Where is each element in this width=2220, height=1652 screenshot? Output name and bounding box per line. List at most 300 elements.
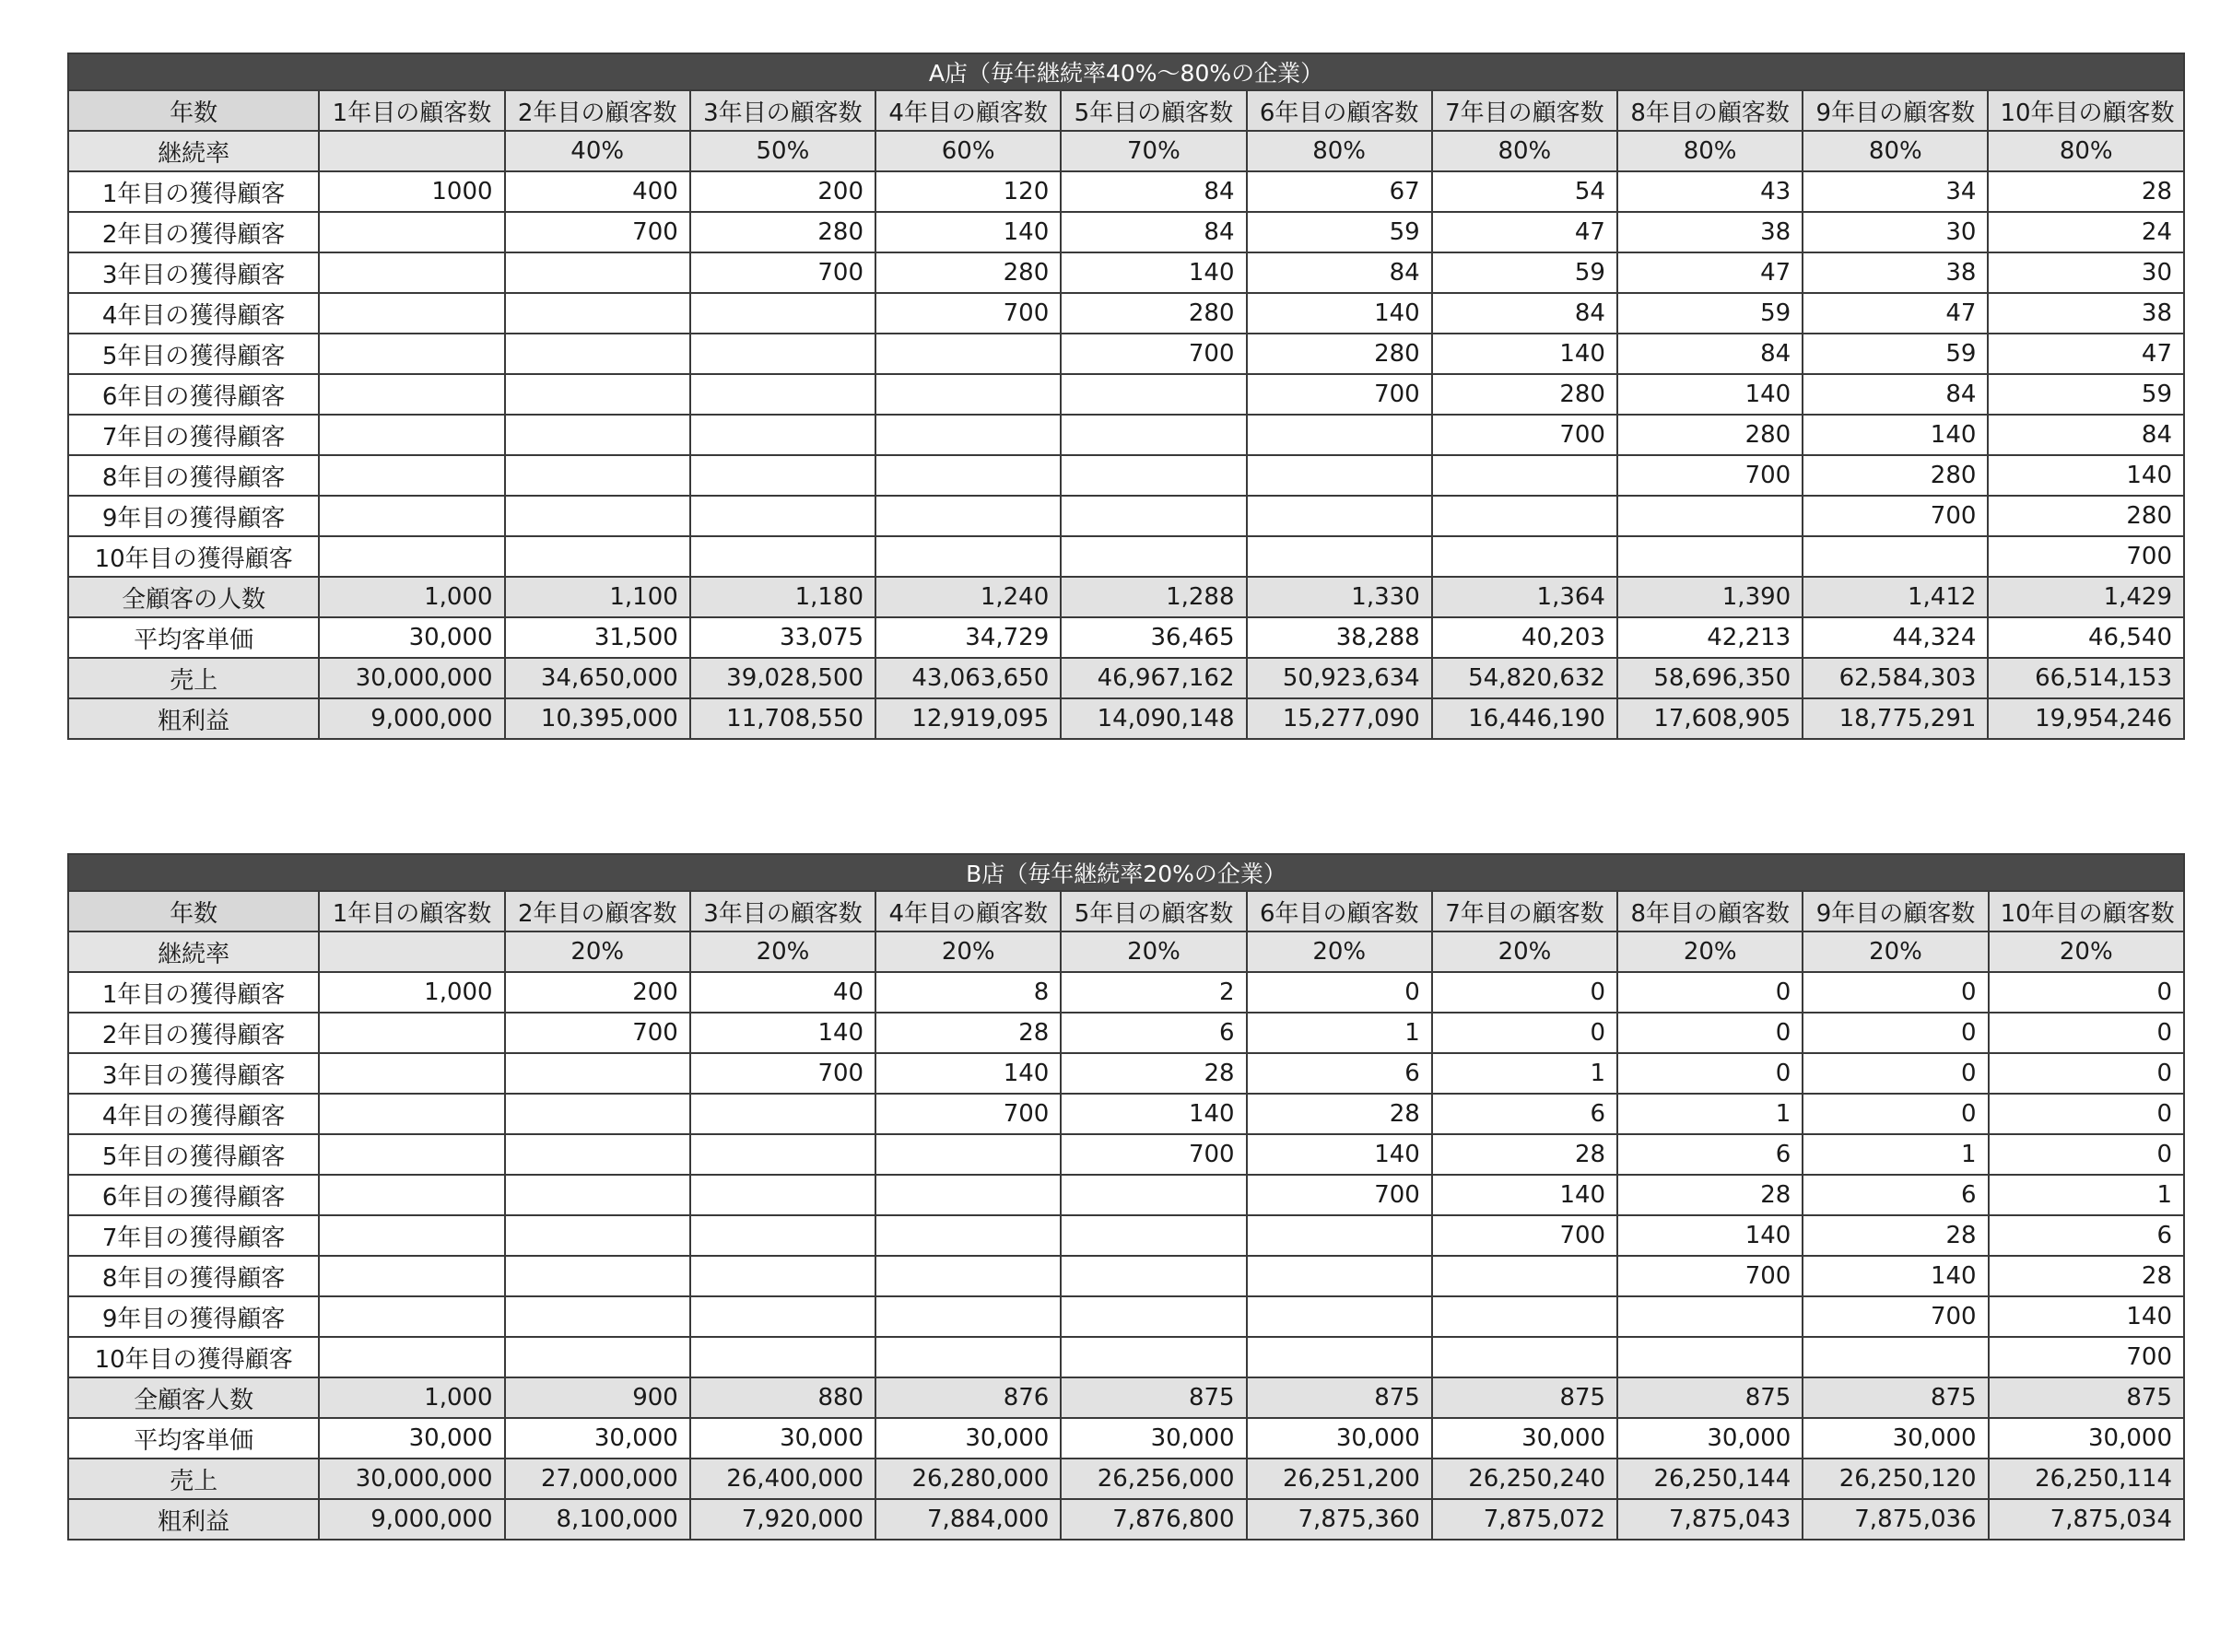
table-cell <box>875 1296 1061 1337</box>
table-cell <box>505 1256 690 1296</box>
table-cell <box>875 496 1061 536</box>
table-cell: 28 <box>1617 1175 1803 1215</box>
summary-cell: 1,000 <box>319 577 504 617</box>
summary-cell: 1,412 <box>1803 577 1988 617</box>
table-cell: 140 <box>1061 252 1246 293</box>
table-cell: 84 <box>1803 374 1988 415</box>
table-cell: 700 <box>1432 415 1617 455</box>
table-row <box>68 293 2184 334</box>
table-cell: 700 <box>1061 1134 1246 1175</box>
table-cell <box>505 455 690 496</box>
table-cell <box>875 1256 1061 1296</box>
table-cell: 47 <box>1803 293 1988 334</box>
row-label: 5年目の獲得顧客 <box>68 1134 319 1175</box>
table-row <box>68 1175 2184 1215</box>
table-cell: 140 <box>1989 1296 2184 1337</box>
table-cell: 140 <box>1617 374 1803 415</box>
table-cell: 38 <box>1803 252 1988 293</box>
table-row <box>68 252 2184 293</box>
year-label: 年数 <box>68 891 319 931</box>
table-cell <box>690 536 875 577</box>
summary-cell: 30,000 <box>1432 1418 1617 1459</box>
table-cell <box>505 1053 690 1094</box>
summary-cell: 875 <box>1247 1377 1432 1418</box>
row-label: 1年目の獲得顧客 <box>68 171 319 212</box>
row-label: 売上 <box>68 658 319 698</box>
summary-cell: 1,330 <box>1247 577 1432 617</box>
column-header: 1年目の顧客数 <box>319 90 504 131</box>
table-cell: 0 <box>1247 972 1432 1013</box>
summary-cell: 62,584,303 <box>1803 658 1988 698</box>
table-row <box>68 1134 2184 1175</box>
rate-cell: 20% <box>1617 931 1803 972</box>
summary-cell: 875 <box>1061 1377 1246 1418</box>
table-cell: 140 <box>1432 334 1617 374</box>
summary-cell: 7,875,043 <box>1617 1499 1803 1540</box>
table-cell <box>505 252 690 293</box>
summary-cell: 16,446,190 <box>1432 698 1617 739</box>
row-label: 10年目の獲得顧客 <box>68 536 319 577</box>
table-row <box>68 171 2184 212</box>
table-cell: 140 <box>1803 415 1988 455</box>
summary-cell: 38,288 <box>1247 617 1432 658</box>
summary-cell: 900 <box>505 1377 690 1418</box>
table-cell: 30 <box>1988 252 2184 293</box>
table-cell <box>319 252 504 293</box>
table-cell: 0 <box>1432 1013 1617 1053</box>
summary-cell: 26,250,120 <box>1803 1459 1988 1499</box>
column-header: 3年目の顧客数 <box>690 90 875 131</box>
row-label: 8年目の獲得顧客 <box>68 455 319 496</box>
column-header: 10年目の顧客数 <box>1989 891 2184 931</box>
table-cell <box>1061 1256 1246 1296</box>
table-cell <box>505 1337 690 1377</box>
table-cell <box>1432 536 1617 577</box>
column-header: 3年目の顧客数 <box>690 891 875 931</box>
table-cell <box>690 293 875 334</box>
table-cell: 700 <box>505 212 690 252</box>
summary-row <box>68 658 2184 698</box>
table-row <box>68 1013 2184 1053</box>
summary-cell: 30,000 <box>1989 1418 2184 1459</box>
table-cell <box>505 1296 690 1337</box>
table-cell <box>505 374 690 415</box>
table-cell <box>505 415 690 455</box>
table-cell: 140 <box>1061 1094 1246 1134</box>
rate-cell: 20% <box>1247 931 1432 972</box>
table-cell: 6 <box>1247 1053 1432 1094</box>
table-cell: 280 <box>1988 496 2184 536</box>
summary-cell: 30,000 <box>875 1418 1061 1459</box>
table-cell: 1 <box>1989 1175 2184 1215</box>
table-cell: 0 <box>1617 1013 1803 1053</box>
table-cell <box>690 1134 875 1175</box>
table-cell <box>690 1094 875 1134</box>
table-cell: 38 <box>1617 212 1803 252</box>
column-header: 6年目の顧客数 <box>1247 891 1432 931</box>
row-label: 3年目の獲得顧客 <box>68 1053 319 1094</box>
table-cell <box>1061 1175 1246 1215</box>
column-header: 1年目の顧客数 <box>319 891 504 931</box>
table-cell: 280 <box>1247 334 1432 374</box>
table-cell: 0 <box>1989 972 2184 1013</box>
table-row <box>68 1256 2184 1296</box>
summary-cell: 1,390 <box>1617 577 1803 617</box>
rate-cell: 80% <box>1803 131 1988 171</box>
table-cell: 6 <box>1803 1175 1988 1215</box>
table-cell <box>319 212 504 252</box>
summary-row <box>68 617 2184 658</box>
table-row <box>68 496 2184 536</box>
table-cell <box>505 1175 690 1215</box>
table-cell <box>690 1215 875 1256</box>
table-cell <box>505 536 690 577</box>
table-cell: 400 <box>505 171 690 212</box>
table-cell <box>1617 496 1803 536</box>
summary-cell: 14,090,148 <box>1061 698 1246 739</box>
summary-cell: 1,364 <box>1432 577 1617 617</box>
rate-cell: 80% <box>1247 131 1432 171</box>
table-cell: 28 <box>1989 1256 2184 1296</box>
row-label: 9年目の獲得顧客 <box>68 496 319 536</box>
summary-cell: 7,875,360 <box>1247 1499 1432 1540</box>
summary-cell: 26,280,000 <box>875 1459 1061 1499</box>
summary-cell: 26,251,200 <box>1247 1459 1432 1499</box>
table-cell: 140 <box>1247 1134 1432 1175</box>
table-row <box>68 334 2184 374</box>
table-cell <box>1617 1337 1803 1377</box>
summary-cell: 17,608,905 <box>1617 698 1803 739</box>
table-cell: 0 <box>1803 972 1988 1013</box>
row-label: 7年目の獲得顧客 <box>68 1215 319 1256</box>
store-a-table <box>67 53 2185 740</box>
rate-cell: 20% <box>505 931 690 972</box>
column-header: 6年目の顧客数 <box>1247 90 1432 131</box>
row-label: 平均客単価 <box>68 617 319 658</box>
table-cell: 84 <box>1432 293 1617 334</box>
table-row <box>68 536 2184 577</box>
row-label: 継続率 <box>68 931 319 972</box>
summary-cell: 31,500 <box>505 617 690 658</box>
summary-cell: 30,000,000 <box>319 1459 504 1499</box>
column-header: 2年目の顧客数 <box>505 90 690 131</box>
table-cell: 700 <box>1432 1215 1617 1256</box>
table-cell <box>1432 1256 1617 1296</box>
table-cell <box>1061 536 1246 577</box>
table-cell <box>1061 1215 1246 1256</box>
rate-cell <box>319 931 504 972</box>
summary-cell: 876 <box>875 1377 1061 1418</box>
summary-cell: 7,875,034 <box>1989 1499 2184 1540</box>
table-cell: 30 <box>1803 212 1988 252</box>
table-cell: 47 <box>1617 252 1803 293</box>
table-cell <box>1432 1296 1617 1337</box>
row-label: 3年目の獲得顧客 <box>68 252 319 293</box>
table-cell: 1 <box>1617 1094 1803 1134</box>
table-cell <box>1061 1296 1246 1337</box>
table-cell: 28 <box>1432 1134 1617 1175</box>
table-cell: 1000 <box>319 171 504 212</box>
summary-row <box>68 1499 2184 1540</box>
table-cell <box>875 1215 1061 1256</box>
table-row <box>68 972 2184 1013</box>
row-label: 平均客単価 <box>68 1418 319 1459</box>
column-header: 4年目の顧客数 <box>875 891 1061 931</box>
summary-cell: 36,465 <box>1061 617 1246 658</box>
row-label: 2年目の獲得顧客 <box>68 212 319 252</box>
table-cell <box>875 1337 1061 1377</box>
table-cell <box>505 1094 690 1134</box>
table-cell <box>505 1215 690 1256</box>
summary-cell: 26,256,000 <box>1061 1459 1246 1499</box>
rate-cell: 80% <box>1617 131 1803 171</box>
row-label: 売上 <box>68 1459 319 1499</box>
summary-cell: 26,400,000 <box>690 1459 875 1499</box>
table-cell <box>505 1134 690 1175</box>
table-cell: 140 <box>1617 1215 1803 1256</box>
retention-rate-row <box>68 131 2184 171</box>
summary-cell: 1,240 <box>875 577 1061 617</box>
table-cell <box>1247 1215 1432 1256</box>
summary-cell: 7,884,000 <box>875 1499 1061 1540</box>
table-cell <box>1061 415 1246 455</box>
table-cell: 0 <box>1803 1013 1988 1053</box>
table-cell <box>319 455 504 496</box>
summary-cell: 19,954,246 <box>1988 698 2184 739</box>
summary-cell: 43,063,650 <box>875 658 1061 698</box>
summary-cell: 9,000,000 <box>319 698 504 739</box>
summary-cell: 1,429 <box>1988 577 2184 617</box>
table-cell: 280 <box>1432 374 1617 415</box>
table-cell <box>875 415 1061 455</box>
table-cell <box>319 1215 504 1256</box>
row-label: 6年目の獲得顧客 <box>68 374 319 415</box>
summary-cell: 875 <box>1617 1377 1803 1418</box>
column-header: 9年目の顧客数 <box>1803 891 1988 931</box>
summary-cell: 10,395,000 <box>505 698 690 739</box>
table-title: B店（毎年継続率20%の企業） <box>68 854 2184 891</box>
column-header: 7年目の顧客数 <box>1432 891 1617 931</box>
table-cell <box>1247 1337 1432 1377</box>
table-cell <box>319 536 504 577</box>
column-header: 7年目の顧客数 <box>1432 90 1617 131</box>
rate-cell: 20% <box>875 931 1061 972</box>
table-cell: 84 <box>1988 415 2184 455</box>
table-cell: 47 <box>1988 334 2184 374</box>
rate-cell <box>319 131 504 171</box>
summary-cell: 44,324 <box>1803 617 1988 658</box>
header-row <box>68 90 2184 131</box>
table-cell: 0 <box>1803 1094 1988 1134</box>
table-cell <box>1432 1337 1617 1377</box>
table-cell <box>875 1175 1061 1215</box>
table-cell: 84 <box>1061 212 1246 252</box>
table-cell: 140 <box>1247 293 1432 334</box>
summary-cell: 34,729 <box>875 617 1061 658</box>
table-cell: 700 <box>1803 1296 1988 1337</box>
summary-cell: 30,000 <box>319 1418 504 1459</box>
table-cell: 6 <box>1061 1013 1246 1053</box>
table-cell: 34 <box>1803 171 1988 212</box>
table-cell <box>875 374 1061 415</box>
table-cell <box>319 1337 504 1377</box>
table-cell: 140 <box>690 1013 875 1053</box>
column-header: 2年目の顧客数 <box>505 891 690 931</box>
rate-cell: 20% <box>1432 931 1617 972</box>
table-cell <box>690 334 875 374</box>
summary-cell: 11,708,550 <box>690 698 875 739</box>
table-cell <box>319 415 504 455</box>
table-row <box>68 374 2184 415</box>
table-cell <box>875 536 1061 577</box>
table-cell: 700 <box>1247 1175 1432 1215</box>
summary-cell: 39,028,500 <box>690 658 875 698</box>
row-label: 7年目の獲得顧客 <box>68 415 319 455</box>
summary-cell: 34,650,000 <box>505 658 690 698</box>
table-cell <box>319 1256 504 1296</box>
summary-cell: 1,288 <box>1061 577 1246 617</box>
column-header: 10年目の顧客数 <box>1988 90 2184 131</box>
row-label: 10年目の獲得顧客 <box>68 1337 319 1377</box>
table-cell <box>875 1134 1061 1175</box>
table-cell: 0 <box>1432 972 1617 1013</box>
table-cell: 28 <box>1061 1053 1246 1094</box>
table-cell: 200 <box>505 972 690 1013</box>
table-cell: 700 <box>1803 496 1988 536</box>
table-cell: 8 <box>875 972 1061 1013</box>
summary-cell: 15,277,090 <box>1247 698 1432 739</box>
table-cell <box>1061 374 1246 415</box>
table-cell: 700 <box>1989 1337 2184 1377</box>
table-cell <box>1432 455 1617 496</box>
summary-cell: 18,775,291 <box>1803 698 1988 739</box>
rate-cell: 20% <box>1803 931 1988 972</box>
table-cell <box>690 1337 875 1377</box>
row-label: 6年目の獲得顧客 <box>68 1175 319 1215</box>
table-cell: 0 <box>1617 1053 1803 1094</box>
table-cell: 47 <box>1432 212 1617 252</box>
table-cell <box>319 334 504 374</box>
table-cell: 28 <box>1803 1215 1988 1256</box>
summary-cell: 1,180 <box>690 577 875 617</box>
table-cell: 140 <box>875 212 1061 252</box>
column-header: 9年目の顧客数 <box>1803 90 1988 131</box>
table-cell <box>319 1134 504 1175</box>
summary-cell: 42,213 <box>1617 617 1803 658</box>
table-cell <box>1617 1296 1803 1337</box>
row-label: 4年目の獲得顧客 <box>68 1094 319 1134</box>
table-cell: 28 <box>1247 1094 1432 1134</box>
table-cell <box>690 1256 875 1296</box>
summary-cell: 50,923,634 <box>1247 658 1432 698</box>
table-cell <box>690 374 875 415</box>
table-cell: 59 <box>1617 293 1803 334</box>
summary-row <box>68 1418 2184 1459</box>
table-cell: 84 <box>1061 171 1246 212</box>
summary-cell: 8,100,000 <box>505 1499 690 1540</box>
table-cell <box>319 374 504 415</box>
table-title: A店（毎年継続率40%～80%の企業） <box>68 53 2184 90</box>
summary-cell: 880 <box>690 1377 875 1418</box>
table-cell <box>1432 496 1617 536</box>
rate-cell: 50% <box>690 131 875 171</box>
summary-cell: 7,875,072 <box>1432 1499 1617 1540</box>
summary-cell: 54,820,632 <box>1432 658 1617 698</box>
table-row <box>68 1094 2184 1134</box>
table-row <box>68 455 2184 496</box>
table-cell <box>1803 1337 1988 1377</box>
summary-cell: 1,000 <box>319 1377 504 1418</box>
table-cell: 0 <box>1989 1053 2184 1094</box>
summary-cell: 27,000,000 <box>505 1459 690 1499</box>
table-cell <box>1803 536 1988 577</box>
column-header: 5年目の顧客数 <box>1061 90 1246 131</box>
table-cell: 700 <box>875 1094 1061 1134</box>
table-cell: 700 <box>505 1013 690 1053</box>
summary-cell: 26,250,144 <box>1617 1459 1803 1499</box>
table-cell <box>690 1175 875 1215</box>
summary-cell: 1,100 <box>505 577 690 617</box>
summary-cell: 30,000 <box>1617 1418 1803 1459</box>
table-cell: 280 <box>690 212 875 252</box>
rate-cell: 20% <box>1061 931 1246 972</box>
table-cell: 700 <box>690 1053 875 1094</box>
summary-cell: 30,000 <box>1061 1418 1246 1459</box>
table-cell <box>1247 536 1432 577</box>
table-row <box>68 1215 2184 1256</box>
table-cell <box>1061 455 1246 496</box>
table-cell: 0 <box>1617 972 1803 1013</box>
table-cell: 6 <box>1432 1094 1617 1134</box>
summary-cell: 66,514,153 <box>1988 658 2184 698</box>
rate-cell: 80% <box>1432 131 1617 171</box>
rate-cell: 20% <box>1989 931 2184 972</box>
table-cell: 280 <box>875 252 1061 293</box>
row-label: 継続率 <box>68 131 319 171</box>
table-cell <box>505 334 690 374</box>
summary-cell: 30,000 <box>1803 1418 1988 1459</box>
summary-cell: 40,203 <box>1432 617 1617 658</box>
summary-cell: 875 <box>1803 1377 1988 1418</box>
row-label: 2年目の獲得顧客 <box>68 1013 319 1053</box>
table-cell: 120 <box>875 171 1061 212</box>
column-header: 5年目の顧客数 <box>1061 891 1246 931</box>
summary-cell: 26,250,240 <box>1432 1459 1617 1499</box>
table-cell: 0 <box>1989 1013 2184 1053</box>
table-cell <box>690 415 875 455</box>
rate-cell: 60% <box>875 131 1061 171</box>
row-label: 粗利益 <box>68 698 319 739</box>
table-cell <box>690 455 875 496</box>
summary-cell: 30,000 <box>319 617 504 658</box>
column-header: 4年目の顧客数 <box>875 90 1061 131</box>
table-cell <box>1617 536 1803 577</box>
summary-cell: 26,250,114 <box>1989 1459 2184 1499</box>
table-row <box>68 1053 2184 1094</box>
column-header: 8年目の顧客数 <box>1617 90 1803 131</box>
summary-row <box>68 1459 2184 1499</box>
table-cell <box>875 334 1061 374</box>
summary-cell: 7,876,800 <box>1061 1499 1246 1540</box>
row-label: 全顧客人数 <box>68 1377 319 1418</box>
column-header: 8年目の顧客数 <box>1617 891 1803 931</box>
table-cell: 24 <box>1988 212 2184 252</box>
table-cell <box>1061 496 1246 536</box>
summary-cell: 30,000,000 <box>319 658 504 698</box>
row-label: 1年目の獲得顧客 <box>68 972 319 1013</box>
table-cell: 2 <box>1061 972 1246 1013</box>
table-cell: 1,000 <box>319 972 504 1013</box>
